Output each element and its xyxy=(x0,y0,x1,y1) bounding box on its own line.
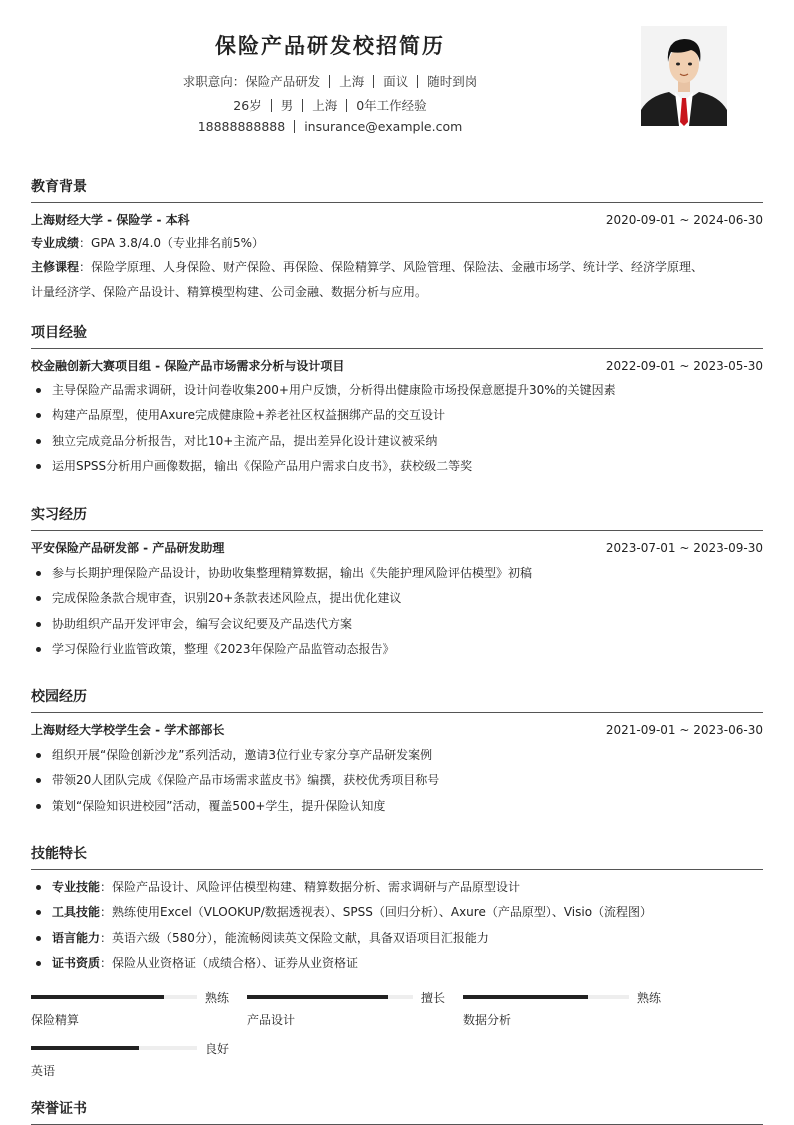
skill-bar-fill xyxy=(31,1046,139,1050)
resume-title: 保险产品研发校招简历 xyxy=(215,34,445,58)
divider xyxy=(417,75,418,88)
campus-heading-row xyxy=(31,722,763,738)
education-school: 上海财经大学 - 保险学 - 本科 xyxy=(31,213,190,227)
education-courses xyxy=(31,255,763,305)
project-bullets xyxy=(31,378,763,479)
intent-city: 上海 xyxy=(339,74,365,89)
list-item: 学习保险行业监管政策，整理《2023年保险产品监管动态报告》 xyxy=(31,637,763,662)
skill-bar-data-analysis xyxy=(463,989,663,1029)
skill-label: 工具技能 xyxy=(52,905,101,920)
education-gpa xyxy=(31,231,763,256)
skill-bar-english xyxy=(31,1040,231,1080)
campus-heading: 上海财经大学校学生会 - 学术部部长 xyxy=(31,723,225,737)
gpa-value: ：GPA 3.8/4.0（专业排名前5%） xyxy=(79,236,265,250)
skill-bar-fill xyxy=(247,995,388,999)
resume-header xyxy=(0,0,794,150)
skill-level: 良好 xyxy=(205,1042,230,1056)
skill-name: 数据分析 xyxy=(463,1013,512,1027)
internship-bullets xyxy=(31,561,763,662)
divider xyxy=(271,99,272,112)
location: 上海 xyxy=(312,98,338,113)
project-heading: 校金融创新大赛项目组 - 保险产品市场需求分析与设计项目 xyxy=(31,359,345,373)
skill-label: 专业技能 xyxy=(52,880,101,894)
project-heading-row xyxy=(31,358,763,374)
phone: 18888888888 xyxy=(197,119,286,134)
courses-line-1: ：保险学原理、人身保险、财产保险、再保险、保险精算学、风险管理、保险法、金融市场学、统计学、经济学原理、 xyxy=(79,260,704,274)
skills-bullets xyxy=(31,875,763,976)
education-heading-row xyxy=(31,212,763,228)
gender: 男 xyxy=(280,98,294,113)
skill-bar-actuarial xyxy=(31,989,231,1029)
divider xyxy=(346,99,347,112)
list-item: 协助组织产品开发评审会，编写会议纪要及产品迭代方案 xyxy=(31,612,763,637)
skill-bar-fill xyxy=(463,995,588,999)
skill-level: 熟练 xyxy=(205,991,230,1005)
age: 26岁 xyxy=(233,98,262,113)
skill-bar-fill xyxy=(31,995,164,999)
job-intent-line xyxy=(0,72,660,90)
education-section-title: 教育背景 xyxy=(31,176,763,203)
intent-salary: 面议 xyxy=(383,74,409,89)
skill-bar-track xyxy=(247,995,413,999)
list-item: 独立完成竞品分析报告，对比10+主流产品，提出差异化设计建议被采纳 xyxy=(31,429,763,454)
skill-text: ：保险产品设计、风险评估模型构建、精算数据分析、需求调研与产品原型设计 xyxy=(100,880,521,894)
skill-text: ：英语六级（580分），能流畅阅读英文保险文献，具备双语项目汇报能力 xyxy=(100,930,489,945)
divider xyxy=(302,99,303,112)
list-item: 带领20人团队完成《保险产品市场需求蓝皮书》编撰，获校优秀项目称号 xyxy=(31,768,763,793)
skill-bar-track xyxy=(31,1046,197,1050)
list-item xyxy=(31,951,763,976)
list-item: 组织开展“保险创新沙龙”系列活动，邀请3位行业专家分享产品研发案例 xyxy=(31,743,763,768)
internship-heading: 平安保险产品研发部 - 产品研发助理 xyxy=(31,541,225,555)
email[interactable]: insurance@example.com xyxy=(304,119,463,134)
honors-section-title: 荣誉证书 xyxy=(31,1098,763,1125)
list-item: 主导保险产品需求调研，设计问卷收集200+用户反馈，分析得出健康险市场投保意愿提升30%的关键因素 xyxy=(31,378,763,403)
campus-date: 2021-09-01 ~ 2023-06-30 xyxy=(605,723,763,737)
basic-info-line xyxy=(0,96,660,114)
list-item: 参与长期护理保险产品设计，协助收集整理精算数据，输出《失能护理风险评估模型》初稿 xyxy=(31,561,763,586)
list-item: 运用SPSS分析用户画像数据，输出《保险产品用户需求白皮书》，获校级二等奖 xyxy=(31,454,763,479)
skill-name: 英语 xyxy=(31,1064,56,1078)
gpa-label: 专业成绩 xyxy=(31,236,80,250)
internship-section-title: 实习经历 xyxy=(31,504,763,531)
list-item: 策划“保险知识进校园”活动，覆盖500+学生，提升保险认知度 xyxy=(31,794,763,819)
internship-date: 2023-07-01 ~ 2023-09-30 xyxy=(605,541,763,555)
skill-bar-product-design xyxy=(247,989,447,1029)
skill-bar-track xyxy=(463,995,629,999)
project-section-title: 项目经验 xyxy=(31,322,763,349)
intent-availability: 随时到岗 xyxy=(427,74,478,89)
skill-text: ：熟练使用Excel（VLOOKUP/数据透视表）、SPSS（回归分析）、Axure（产品原型）、Visio（流程图） xyxy=(100,905,653,920)
skill-level: 熟练 xyxy=(637,991,662,1005)
skill-name: 产品设计 xyxy=(247,1013,296,1027)
avatar xyxy=(641,26,727,126)
courses-line-2: 计量经济学、保险产品设计、精算模型构建、公司金融、数据分析与应用。 xyxy=(31,285,428,299)
intent-position: 保险产品研发 xyxy=(245,74,321,89)
experience-years: 0年工作经验 xyxy=(356,98,427,113)
list-item xyxy=(31,900,763,925)
intent-label: 求职意向： xyxy=(182,74,246,89)
divider xyxy=(329,75,330,88)
courses-label: 主修课程 xyxy=(31,260,80,274)
list-item: 构建产品原型，使用Axure完成健康险+养老社区权益捆绑产品的交互设计 xyxy=(31,403,763,428)
skill-label: 语言能力 xyxy=(52,930,101,945)
list-item xyxy=(31,926,763,951)
list-item: 完成保险条款合规审查，识别20+条款表述风险点，提出优化建议 xyxy=(31,586,763,611)
skill-level: 擅长 xyxy=(421,991,446,1005)
skill-label: 证书资质 xyxy=(52,955,101,970)
skill-text: ：保险从业资格证（成绩合格）、证券从业资格证 xyxy=(100,955,359,970)
divider xyxy=(294,120,295,133)
campus-section-title: 校园经历 xyxy=(31,686,763,713)
skill-name: 保险精算 xyxy=(31,1013,80,1027)
divider xyxy=(373,75,374,88)
skill-bar-track xyxy=(31,995,197,999)
skills-section-title: 技能特长 xyxy=(31,843,763,870)
list-item xyxy=(31,875,763,900)
internship-heading-row xyxy=(31,540,763,556)
contact-line xyxy=(0,119,660,134)
project-date: 2022-09-01 ~ 2023-05-30 xyxy=(605,359,763,373)
education-date: 2020-09-01 ~ 2024-06-30 xyxy=(605,213,763,227)
campus-bullets xyxy=(31,743,763,819)
